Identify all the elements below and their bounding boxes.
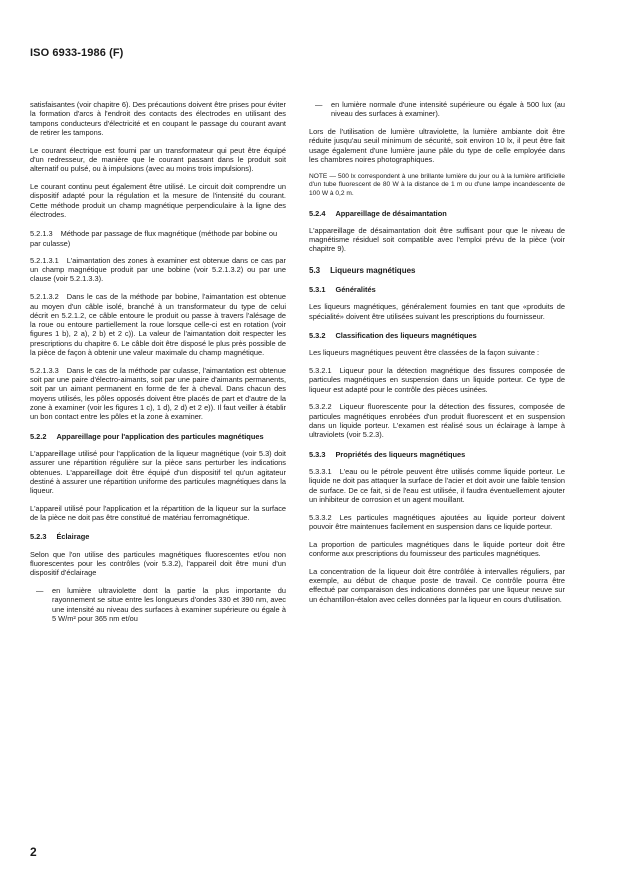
section-number: 5.2.4 xyxy=(309,208,326,218)
paragraph: satisfaisantes (voir chapitre 6). Des précautions doivent être prises pour éviter la formation d'arcs à l'endroit des contacts des électrodes en utilisant des tampons conducteurs d'électricité et en coupant le passage du courant avant de retirer les tampons. xyxy=(30,100,286,137)
dash-list-item xyxy=(30,586,286,623)
clause-5-3-3-2 xyxy=(309,513,565,532)
clause-5-3-2-2 xyxy=(309,402,565,439)
paragraph: L'appareil utilisé pour l'application et la répartition de la liqueur sur la surface de la pièce ne doit pas être constitué de matériau ferromagnétique. xyxy=(30,503,286,523)
clause-number: 5.2.1.3.3 xyxy=(30,365,59,375)
clause-5-2-1-3-2 xyxy=(30,292,286,357)
note: NOTE — 500 lx correspondent à une brillante lumière du jour ou à la lumière artificielle d'un tube fluorescent de 80 W à la distance de 1 m ou d'une lampe incandescente de 100 W à 0,2 m. xyxy=(309,172,565,197)
paragraph: Les liqueurs magnétiques peuvent être classées de la façon suivante : xyxy=(309,348,540,358)
section-number: 5.3.1 xyxy=(309,285,326,295)
clause-text: Dans le cas de la méthode par bobine, l'aimantation est obtenue au moyen d'un câble isolé, branché à un transformateur du type de celui décrit en 5.2.1.2, ce câble entoure le produit ou passe à travers l'alésage de la roue ou entoure partiellement la roue lorsque celle-ci est en rotation (voir figures 1 b), 2 a), 2 b) et 2 c)). La valeur de l'aimantation doit respecter les prescriptions du chapitre 6. Le câble doit être disposé le plus près possible de la pièce de façon à obtenir une valeur maximale du champ magnétique. xyxy=(30,292,286,358)
clause-number: 5.3.2.2 xyxy=(309,402,332,412)
section-heading-5-3-2 xyxy=(309,331,565,340)
clause-text: Dans le cas de la méthode par culasse, l'aimantation est obtenue soit par une paire d'électro-aimants, soit par une paire d'aimants permanents, soit par un aimant permanent en forme de fer à cheval. Dans chacun des moyens utilisés, les pôles opposés doivent être placés de part et d'autre de la zone à examiner (voir les figures 1 c), 1 d), 2 d) et 2 e)). Il faut veiller à établir un bon contact entre les pôles et la zone à examiner. xyxy=(30,365,286,422)
left-column xyxy=(30,100,286,632)
clause-text: Liqueur fluorescente pour la détection des fissures, composée de particules magnétiques enrobées d'un produit fluorescent et en suspension dans un liquide porteur. L'examen est réalisé sous un éclairage à lampe à ultraviolets (voir 5.2.3). xyxy=(309,402,565,440)
section-heading-5-3 xyxy=(309,266,565,275)
section-number: 5.3 xyxy=(309,265,321,275)
dash-bullet: — xyxy=(36,586,44,596)
section-heading-5-3-3 xyxy=(309,450,565,459)
clause-number: 5.2.1.3.1 xyxy=(30,255,59,265)
section-title: Liqueurs magnétiques xyxy=(330,265,416,275)
clause-text: L'eau ou le pétrole peuvent être utilisés comme liquide porteur. Le liquide ne doit pas attaquer la surface de l'acier et doit avoir une faible tension de surface. De ce fait, si de l'eau est utilisée, il faudra éventuellement ajouter un inhibiteur de corrosion et un agent mouillant. xyxy=(309,466,565,504)
section-title: Appareillage pour l'application des particules magnétiques xyxy=(56,431,264,441)
section-heading-5-3-1 xyxy=(309,285,565,294)
section-title: Classification des liqueurs magnétiques xyxy=(335,330,477,340)
clause-number: 5.3.2.1 xyxy=(309,366,332,376)
section-heading-5-2-2 xyxy=(30,432,286,441)
paragraph: L'appareillage utilisé pour l'application de la liqueur magnétique (voir 5.3) doit assurer une répartition régulière sur la pièce sans perturber les indications obtenues. L'appareillage doit être équipé d'un dispositif tel qu'un agitateur destiné à assurer une répartition uniforme des particules magnétiques dans la liqueur. xyxy=(30,448,286,496)
section-number: 5.2.2 xyxy=(30,431,47,441)
clause-number: 5.2.1.3.2 xyxy=(30,292,59,302)
clause-text: L'aimantation des zones à examiner est obtenue dans ce cas par un champ magnétique produit par une bobine (voir 5.2.1.3.2) ou par une clause (voir 5.2.1.3.3). xyxy=(30,255,286,284)
clause-text: Liqueur pour la détection magnétique des fissures composée de particules magnétiques en suspension dans un liquide porteur. Ce type de liqueur est adapté pour le contrôle des pièces usinées. xyxy=(309,366,565,394)
section-title: Éclairage xyxy=(56,532,90,542)
paragraph: L'appareillage de désaimantation doit être suffisant pour que le niveau de magnétisme résiduel soit compatible avec l'emploi prévu de la pièce (voir chapitre 9). xyxy=(309,225,565,254)
paragraph: La proportion de particules magnétiques dans le liquide porteur doit être conforme aux prescriptions du fournisseur des particules magnétiques. xyxy=(309,539,565,558)
clause-5-2-1-3-1 xyxy=(30,256,286,284)
clause-text: Les particules magnétiques ajoutées au liquide porteur doivent pouvoir être maintenues facilement en suspension dans ce liquide porteur. xyxy=(309,512,565,531)
list-item-text: en lumière ultraviolette dont la partie la plus importante du rayonnement se situe entre les longueurs d'ondes 330 et 390 nm, avec une intensité au niveau des surfaces à examiner supérieure ou égale à 5 W/m² pour 365 nm et/ou xyxy=(52,586,286,624)
dash-bullet: — xyxy=(315,100,323,109)
document-header: ISO 6933-1986 (F) xyxy=(30,47,124,59)
section-heading-5-2-3 xyxy=(30,532,286,541)
clause-5-3-2-1 xyxy=(309,366,565,394)
section-title: Propriétés des liqueurs magnétiques xyxy=(335,449,466,459)
section-title: Généralités xyxy=(335,285,376,295)
paragraph: Lors de l'utilisation de lumière ultraviolette, la lumière ambiante doit être réduite jusqu'au seuil minimum de sécurité, soit environ 10 lx, il peut être fait usage également d'une lumière jaune pâle du type de celle employée dans les chambres noires photographiques. xyxy=(309,127,565,164)
section-number: 5.3.3 xyxy=(309,449,326,459)
right-column xyxy=(309,100,565,612)
section-number: 5.2.1.3 xyxy=(30,229,53,239)
list-item-text: en lumière normale d'une intensité supérieure ou égale à 500 lux (au niveau des surfaces à examiner). xyxy=(331,100,565,119)
paragraph: La concentration de la liqueur doit être contrôlée à intervalles réguliers, par exemple, au début de chaque poste de travail. Ce contrôle pourra être effectué par comparaison des indications données par une liqueur neuve sur un échantillon-étalon avec celles données par la liqueur en cours d'utilisation. xyxy=(309,566,565,604)
paragraph: Le courant continu peut également être utilisé. Le circuit doit comprendre un dispositif adapté pour la régulation et la mesure de l'intensité du courant. Cette méthode produit un champ magnétique perpendiculaire à la ligne des électrodes. xyxy=(30,182,286,219)
section-heading-5-2-1-3 xyxy=(30,229,286,248)
paragraph: Les liqueurs magnétiques, généralement fournies en tant que «produits de spécialité» doivent être utilisées suivant les prescriptions du fournisseur. xyxy=(309,302,565,321)
clause-5-2-1-3-3 xyxy=(30,366,286,422)
section-number: 5.2.3 xyxy=(30,532,47,542)
paragraph: Selon que l'on utilise des particules magnétiques fluorescentes et/ou non fluorescentes pour les contrôles (voir 5.3.2), l'appareil doit être muni d'un dispositif d'éclairage xyxy=(30,549,286,578)
paragraph: Le courant électrique est fourni par un transformateur qui peut être équipé d'un redresseur, de manière que le courant passant dans le produit soit alternatif ou pulsé, ou à impulsions (avec au moins trois impulsions). xyxy=(30,145,286,174)
clause-5-3-3-1 xyxy=(309,467,565,504)
section-number: 5.3.2 xyxy=(309,330,326,340)
dash-list-item xyxy=(309,100,565,119)
page-number: 2 xyxy=(30,845,37,859)
clause-number: 5.3.3.1 xyxy=(309,466,332,476)
section-heading-5-2-4 xyxy=(309,209,565,218)
clause-number: 5.3.3.2 xyxy=(309,512,332,522)
section-title: Appareillage de désaimantation xyxy=(335,208,447,218)
section-title: Méthode par passage de flux magnétique (méthode par bobine ou par culasse) xyxy=(30,229,278,248)
